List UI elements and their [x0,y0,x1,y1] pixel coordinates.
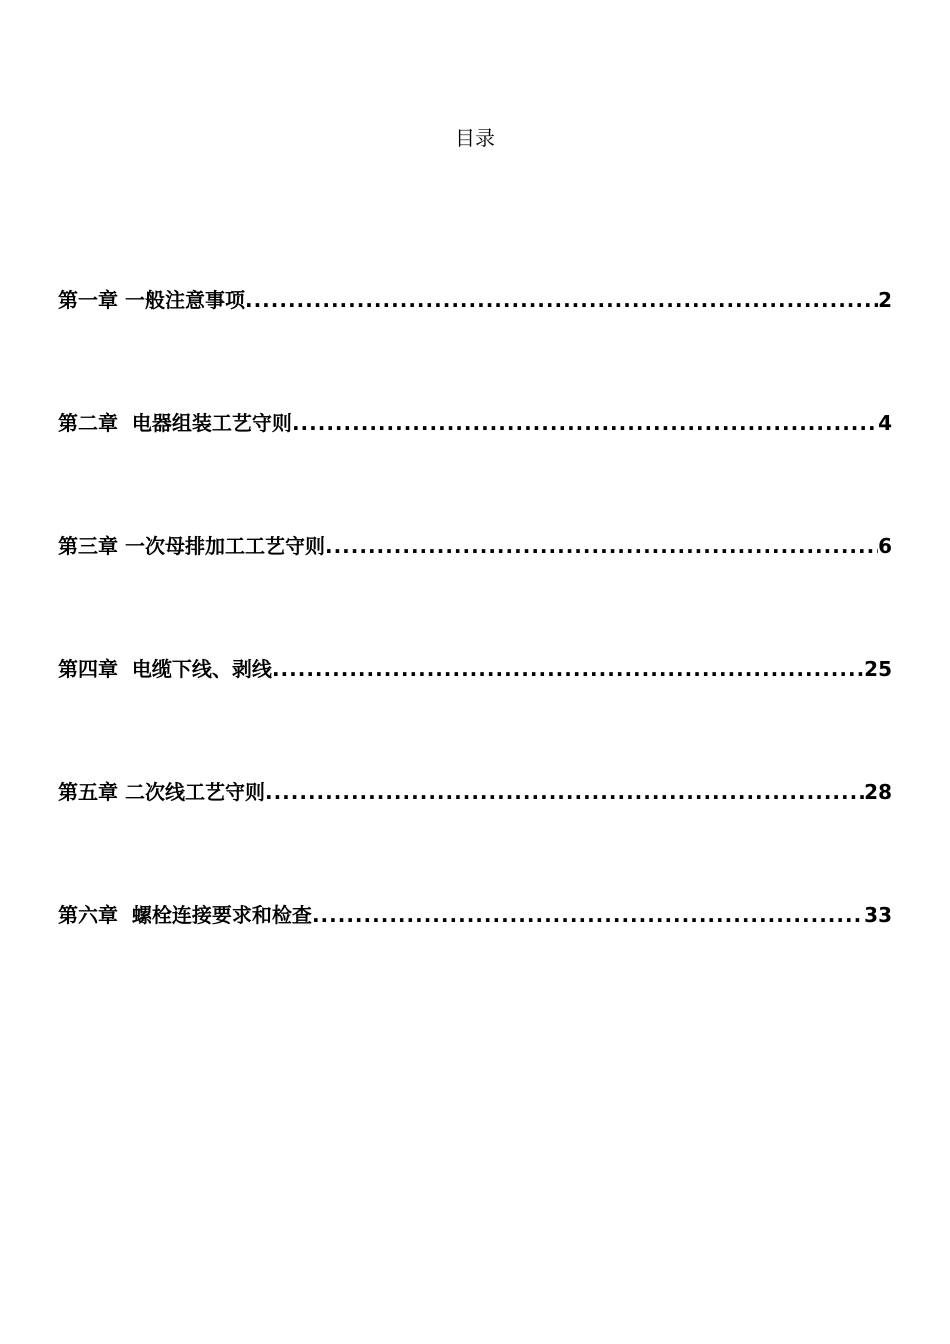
toc-list [58,285,892,1023]
toc-chapter-label: 第二章 [58,411,118,435]
toc-title: 目录 [455,126,495,150]
toc-chapter-label: 第一章 [58,288,118,312]
toc-page-number: 28 [864,780,892,804]
toc-page-number: 2 [878,288,892,312]
toc-chapter-title: 一般注意事项 [118,288,245,312]
toc-chapter-label: 第六章 [58,903,118,927]
toc-chapter-title: 一次母排加工工艺守则 [118,534,325,558]
toc-dot-leader [265,777,864,807]
toc-entry-chapter-4[interactable] [58,654,892,684]
toc-entry-chapter-5[interactable] [58,777,892,807]
toc-chapter-title: 二次线工艺守则 [118,780,265,804]
toc-page-number: 33 [864,903,892,927]
toc-chapter-label: 第四章 [58,657,118,681]
toc-page-number: 6 [878,534,892,558]
toc-entry-chapter-1[interactable] [58,285,892,315]
toc-entry-chapter-6[interactable] [58,900,892,930]
toc-chapter-title: 电器组装工艺守则 [118,411,292,435]
toc-dot-leader [292,408,878,438]
toc-entry-chapter-3[interactable] [58,531,892,561]
toc-dot-leader [272,654,864,684]
toc-dot-leader [325,531,878,561]
toc-chapter-label: 第三章 [58,534,118,558]
toc-dot-leader [312,900,864,930]
toc-page-number: 25 [864,657,892,681]
toc-entry-chapter-2[interactable] [58,408,892,438]
toc-chapter-title: 螺栓连接要求和检查 [118,903,312,927]
toc-page-number: 4 [878,411,892,435]
toc-chapter-title: 电缆下线、剥线 [118,657,272,681]
toc-chapter-label: 第五章 [58,780,118,804]
toc-dot-leader [245,285,878,315]
